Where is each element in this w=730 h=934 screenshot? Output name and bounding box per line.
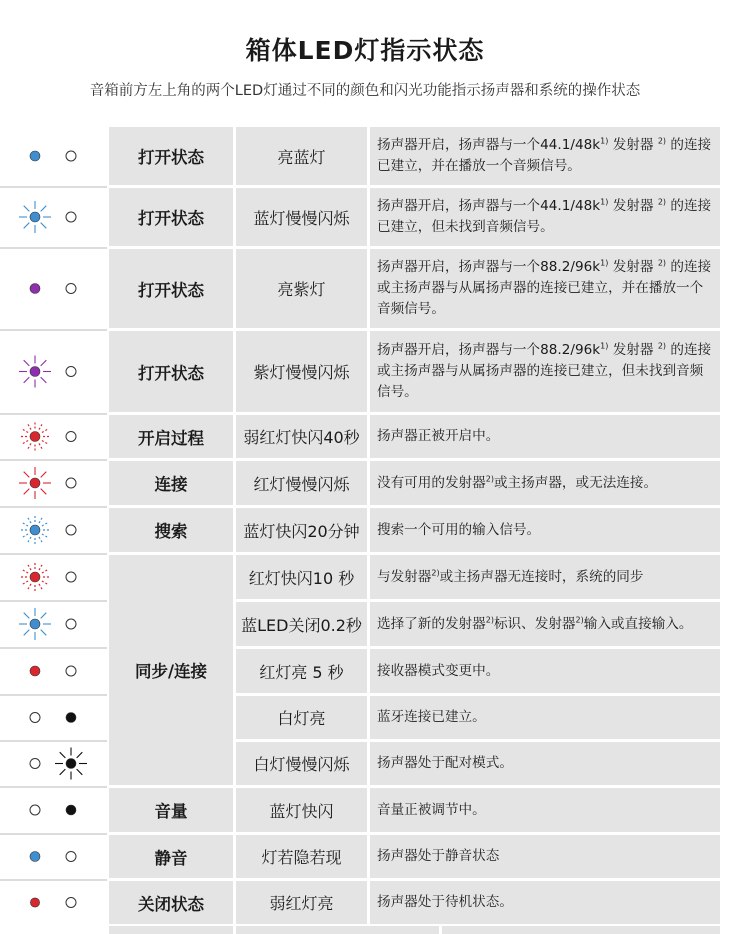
- status-description: [370, 649, 720, 693]
- led-blue-icon: [30, 619, 40, 629]
- blink-ray: [41, 472, 47, 478]
- state-label: 打开状态: [109, 249, 233, 328]
- led-black-icon: [66, 713, 76, 723]
- led-indicator-icons: [0, 835, 107, 878]
- blink-ray: [21, 534, 28, 538]
- led-indicator-icons: [0, 555, 107, 599]
- state-label: 连接: [109, 461, 233, 505]
- description-fragment: 接收器模式变更中。: [377, 662, 500, 679]
- row-divider: [0, 647, 107, 649]
- led-indicator-icons: [0, 461, 107, 505]
- blink-ray: [42, 429, 49, 433]
- description-fragment: 或主扬声器，或无法连接。: [493, 474, 658, 491]
- blink-ray: [41, 377, 47, 383]
- table-row: [0, 835, 730, 878]
- light-behavior: 弱红灯亮: [236, 881, 367, 924]
- light-behavior: 红灯慢慢闪烁: [236, 461, 367, 505]
- description-text: [377, 426, 499, 447]
- blink-ray: [60, 752, 66, 758]
- blink-ray: [39, 584, 43, 591]
- led-off-icon: [66, 666, 76, 676]
- table-row: [0, 127, 730, 185]
- led-off-icon: [66, 478, 76, 488]
- footnote-marker: 1): [600, 136, 609, 146]
- led-indicator-icons: [0, 881, 107, 924]
- blink-ray: [27, 516, 31, 523]
- description-fragment: 的连接已建立，并在播放一个音频信号。: [377, 137, 712, 174]
- led-off-icon: [30, 759, 40, 769]
- description-text: [377, 473, 657, 494]
- led-red-icon: [30, 478, 40, 488]
- blink-ray: [77, 752, 83, 758]
- status-description: [370, 331, 720, 412]
- state-label: 关闭状态: [109, 881, 233, 924]
- led-blue-icon: [30, 151, 40, 161]
- row-divider: [0, 186, 107, 188]
- description-text: [377, 340, 716, 403]
- led-indicator-cell: [0, 742, 107, 785]
- blink-ray: [39, 443, 43, 450]
- light-behavior: 蓝灯快闪20分钟: [236, 508, 367, 552]
- blink-ray: [24, 489, 30, 495]
- led-off-icon: [66, 619, 76, 629]
- footnote-marker: 2): [657, 197, 667, 207]
- led-indicator-cell: [0, 461, 107, 505]
- blink-ray: [21, 441, 28, 445]
- led-indicator-cell: [0, 602, 107, 646]
- status-description: [370, 249, 720, 328]
- description-text: [377, 707, 486, 728]
- led-blue-icon: [30, 525, 40, 535]
- state-label: 静音: [109, 835, 233, 878]
- led-indicator-icons: [0, 508, 107, 552]
- light-behavior: 蓝LED关闭0.2秒: [236, 602, 367, 646]
- description-text: [377, 892, 513, 913]
- status-description: [370, 188, 720, 246]
- led-indicator-cell: [0, 127, 107, 185]
- description-text: [377, 520, 540, 541]
- description-text: [377, 661, 499, 682]
- led-off-icon: [66, 572, 76, 582]
- table-row: [0, 461, 730, 505]
- description-text: [377, 567, 644, 588]
- row-divider: [0, 740, 107, 742]
- blink-ray: [27, 537, 31, 544]
- description-fragment: 发射器: [608, 198, 658, 214]
- led-blue-icon: [30, 212, 40, 222]
- description-text: [377, 135, 716, 177]
- table-row: [0, 881, 730, 924]
- table-row: [0, 331, 730, 412]
- led-indicator-cell: [0, 331, 107, 412]
- light-behavior: 亮蓝灯: [236, 127, 367, 185]
- table-footer-strip: [109, 926, 233, 934]
- footnote-marker: 1): [600, 197, 609, 207]
- light-behavior: 蓝灯快闪: [236, 788, 367, 832]
- led-indicator-icons: [0, 127, 107, 185]
- footnote-marker: 2): [485, 614, 494, 624]
- led-indicator-cell: [0, 249, 107, 328]
- blink-ray: [41, 360, 47, 366]
- row-divider: [0, 553, 107, 555]
- blink-ray: [39, 516, 43, 523]
- description-fragment: 的连接或主扬声器与从属扬声器的连接已建立，并在播放一个音频信号。: [377, 259, 712, 317]
- description-fragment: 扬声器处于待机状态。: [377, 894, 513, 910]
- row-divider: [0, 600, 107, 602]
- row-divider: [0, 413, 107, 415]
- led-indicator-icons: [0, 788, 107, 832]
- led-off-icon: [66, 284, 76, 294]
- description-fragment: 搜索一个可用的输入信号。: [377, 521, 541, 538]
- blink-ray: [42, 522, 49, 526]
- led-black-icon: [66, 805, 76, 815]
- footnote-marker: 2): [657, 136, 667, 146]
- light-behavior: 白灯亮: [236, 696, 367, 739]
- state-label: 开启过程: [109, 415, 233, 458]
- status-description: [370, 788, 720, 832]
- state-label: 打开状态: [109, 331, 233, 412]
- led-indicator-cell: [0, 788, 107, 832]
- status-description: [370, 508, 720, 552]
- page-title: 箱体LED灯指示状态: [245, 36, 485, 65]
- light-behavior: 亮紫灯: [236, 249, 367, 328]
- led-off-icon: [66, 525, 76, 535]
- footnote-marker: 2): [485, 473, 494, 483]
- light-behavior: 灯若隐若现: [236, 835, 367, 878]
- table-row: [0, 249, 730, 328]
- description-text: [377, 614, 693, 635]
- description-fragment: 标识、发射器: [493, 615, 576, 632]
- blink-ray: [42, 569, 49, 573]
- footnote-marker: 1): [600, 341, 609, 351]
- blink-ray: [27, 584, 31, 591]
- blink-ray: [27, 443, 31, 450]
- row-divider: [0, 833, 107, 835]
- blink-ray: [24, 630, 30, 636]
- status-description: [370, 696, 720, 739]
- blink-ray: [77, 769, 83, 775]
- led-off-icon: [66, 367, 76, 377]
- state-label: 打开状态: [109, 127, 233, 185]
- table-row: [0, 415, 730, 458]
- state-label: 搜索: [109, 508, 233, 552]
- footnote-marker: 1): [600, 258, 609, 268]
- led-red-icon: [30, 432, 40, 442]
- led-indicator-cell: [0, 415, 107, 458]
- status-description: [370, 835, 720, 878]
- description-fragment: 没有可用的发射器: [377, 474, 486, 491]
- blink-ray: [42, 581, 49, 585]
- description-fragment: 的连接或主扬声器与从属扬声器的连接已建立，但未找到音频信号。: [377, 342, 712, 400]
- led-off-icon: [66, 898, 76, 908]
- blink-ray: [24, 613, 30, 619]
- light-behavior: 弱红灯快闪40秒: [236, 415, 367, 458]
- blink-ray: [41, 206, 47, 212]
- description-fragment: 蓝牙连接已建立。: [377, 709, 486, 725]
- led-red-icon: [30, 572, 40, 582]
- led-blue-icon: [30, 852, 40, 862]
- led-indicator-icons: [0, 415, 107, 458]
- description-fragment: 扬声器处于配对模式。: [377, 755, 513, 771]
- led-red-icon: [30, 666, 40, 676]
- status-description: [370, 461, 720, 505]
- blink-ray: [21, 569, 28, 573]
- description-fragment: 的连接已建立，但未找到音频信号。: [377, 198, 712, 235]
- row-divider: [0, 459, 107, 461]
- led-off-icon: [66, 212, 76, 222]
- description-fragment: 发射器: [608, 259, 658, 275]
- page-subtitle: 音箱前方左上角的两个LED灯通过不同的颜色和闪光功能指示扬声器和系统的操作状态: [89, 83, 641, 99]
- footnote-marker: 2): [431, 567, 440, 577]
- blink-ray: [27, 423, 31, 430]
- row-divider: [0, 786, 107, 788]
- description-fragment: 音量正被调节中。: [377, 801, 486, 818]
- blink-ray: [21, 429, 28, 433]
- description-fragment: 选择了新的发射器: [377, 615, 486, 632]
- light-behavior: 红灯快闪10 秒: [236, 555, 367, 599]
- status-description: [370, 881, 720, 924]
- led-off-icon: [30, 713, 40, 723]
- led-indicator-icons: [0, 331, 107, 412]
- led-black-icon: [66, 759, 76, 769]
- led-indicator-cell: [0, 835, 107, 878]
- led-off-icon: [66, 852, 76, 862]
- led-off-icon: [66, 151, 76, 161]
- led-indicator-cell: [0, 555, 107, 599]
- description-fragment: 发射器: [608, 137, 658, 153]
- led-indicator-icons: [0, 188, 107, 246]
- description-fragment: 或主扬声器无连接时，系统的同步: [439, 568, 644, 585]
- description-fragment: 发射器: [608, 342, 658, 358]
- description-fragment: 扬声器开启，扬声器与一个88.2/96k: [377, 259, 601, 275]
- description-text: [377, 196, 716, 238]
- blink-ray: [21, 581, 28, 585]
- led-red-icon: [30, 898, 39, 907]
- row-divider: [0, 329, 107, 331]
- led-indicator-icons: [0, 649, 107, 693]
- description-text: [377, 800, 486, 821]
- led-off-icon: [66, 432, 76, 442]
- led-off-icon: [30, 805, 40, 815]
- led-indicator-icons: [0, 696, 107, 739]
- led-purple-icon: [30, 367, 40, 377]
- description-fragment: 与发射器: [377, 568, 432, 585]
- blink-ray: [42, 534, 49, 538]
- blink-ray: [24, 472, 30, 478]
- blink-ray: [39, 423, 43, 430]
- blink-ray: [21, 522, 28, 526]
- led-indicator-icons: [0, 602, 107, 646]
- status-description: [370, 602, 720, 646]
- light-behavior: 紫灯慢慢闪烁: [236, 331, 367, 412]
- row-divider: [0, 879, 107, 881]
- description-fragment: 输入或直接输入。: [583, 615, 693, 632]
- led-indicator-cell: [0, 696, 107, 739]
- footnote-marker: 2): [575, 614, 584, 624]
- led-indicator-icons: [0, 742, 107, 785]
- blink-ray: [24, 206, 30, 212]
- light-behavior: 蓝灯慢慢闪烁: [236, 188, 367, 246]
- row-divider: [0, 694, 107, 696]
- blink-ray: [39, 563, 43, 570]
- description-fragment: 扬声器开启，扬声器与一个44.1/48k: [377, 198, 601, 214]
- table-footer-strip: [442, 926, 720, 934]
- table-row: [0, 788, 730, 832]
- description-fragment: 扬声器处于静音状态: [377, 848, 500, 864]
- description-text: [377, 257, 716, 320]
- blink-ray: [39, 537, 43, 544]
- state-label: 打开状态: [109, 188, 233, 246]
- table-row: [0, 188, 730, 246]
- led-indicator-cell: [0, 881, 107, 924]
- blink-ray: [27, 563, 31, 570]
- blink-ray: [41, 489, 47, 495]
- led-indicator-cell: [0, 188, 107, 246]
- led-purple-icon: [30, 284, 40, 294]
- row-divider: [0, 247, 107, 249]
- footnote-marker: 2): [657, 258, 667, 268]
- blink-ray: [60, 769, 66, 775]
- blink-ray: [24, 223, 30, 229]
- state-label: 同步/连接: [109, 555, 233, 785]
- row-divider: [0, 506, 107, 508]
- blink-ray: [41, 223, 47, 229]
- status-description: [370, 555, 720, 599]
- led-indicator-cell: [0, 508, 107, 552]
- blink-ray: [41, 630, 47, 636]
- blink-ray: [41, 613, 47, 619]
- blink-ray: [24, 360, 30, 366]
- description-text: [377, 753, 513, 774]
- blink-ray: [24, 377, 30, 383]
- blink-ray: [42, 441, 49, 445]
- status-description: [370, 742, 720, 785]
- led-indicator-icons: [0, 249, 107, 328]
- footnote-marker: 2): [657, 341, 667, 351]
- table-row: [0, 508, 730, 552]
- led-indicator-cell: [0, 649, 107, 693]
- status-description: [370, 415, 720, 458]
- status-description: [370, 127, 720, 185]
- light-behavior: 红灯亮 5 秒: [236, 649, 367, 693]
- description-fragment: 扬声器开启，扬声器与一个88.2/96k: [377, 342, 601, 358]
- light-behavior: 白灯慢慢闪烁: [236, 742, 367, 785]
- description-fragment: 扬声器开启，扬声器与一个44.1/48k: [377, 137, 601, 153]
- state-label: 音量: [109, 788, 233, 832]
- description-text: [377, 846, 499, 867]
- table-footer-strip: [236, 926, 439, 934]
- description-fragment: 扬声器正被开启中。: [377, 428, 500, 444]
